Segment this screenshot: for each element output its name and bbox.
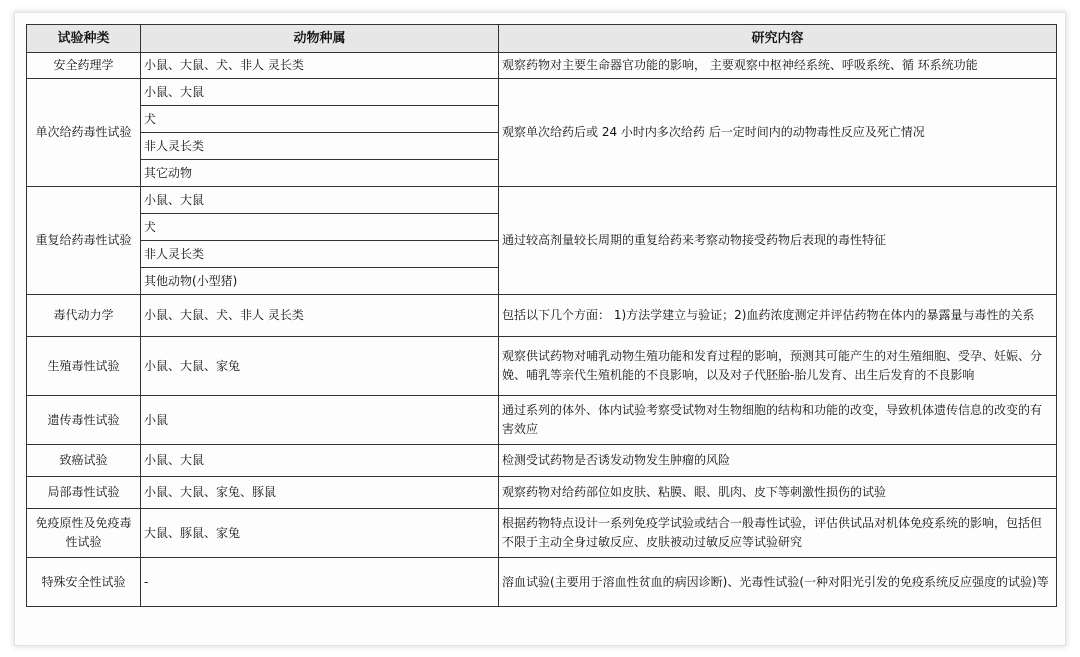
content-cell: 包括以下几个方面： 1)方法学建立与验证；2)血药浓度测定并评估药物在体内的暴露量与毒性的关系 xyxy=(499,295,1057,337)
category-cell: 重复给药毒性试验 xyxy=(27,187,141,295)
table-row xyxy=(27,187,1057,214)
table-row xyxy=(27,477,1057,509)
species-cell: 小鼠、大鼠 xyxy=(141,187,499,214)
table-row xyxy=(27,558,1057,607)
category-cell: 局部毒性试验 xyxy=(27,477,141,509)
table-row xyxy=(27,53,1057,79)
table-row xyxy=(27,396,1057,445)
species-cell: 犬 xyxy=(141,106,499,133)
species-cell: 小鼠、大鼠、犬、非人 灵长类 xyxy=(141,295,499,337)
species-cell: 小鼠、大鼠 xyxy=(141,79,499,106)
category-cell: 生殖毒性试验 xyxy=(27,337,141,396)
species-cell: 非人灵长类 xyxy=(141,133,499,160)
category-cell: 毒代动力学 xyxy=(27,295,141,337)
species-cell: 非人灵长类 xyxy=(141,241,499,268)
species-cell: 犬 xyxy=(141,214,499,241)
table-row xyxy=(27,79,1057,106)
header-species: 动物种属 xyxy=(141,25,499,53)
content-cell: 观察药物对主要生命器官功能的影响， 主要观察中枢神经系统、呼吸系统、循 环系统功能 xyxy=(499,53,1057,79)
table-row xyxy=(27,295,1057,337)
species-cell: 其它动物 xyxy=(141,160,499,187)
content-cell: 根据药物特点设计一系列免疫学试验或结合一般毒性试验，评估供试品对机体免疫系统的影响，包括但不限于主动全身过敏反应、皮肤被动过敏反应等试验研究 xyxy=(499,509,1057,558)
table-row xyxy=(27,445,1057,477)
table-row xyxy=(27,337,1057,396)
species-cell: 小鼠 xyxy=(141,396,499,445)
toxicology-table xyxy=(26,24,1057,607)
header-content: 研究内容 xyxy=(499,25,1057,53)
content-cell: 观察单次给药后或 24 小时内多次给药 后一定时间内的动物毒性反应及死亡情况 xyxy=(499,79,1057,187)
species-cell: 小鼠、大鼠 xyxy=(141,445,499,477)
document-frame xyxy=(14,12,1066,646)
category-cell: 致癌试验 xyxy=(27,445,141,477)
species-cell: 小鼠、大鼠、犬、非人 灵长类 xyxy=(141,53,499,79)
species-cell: 小鼠、大鼠、家兔、豚鼠 xyxy=(141,477,499,509)
table-row xyxy=(27,509,1057,558)
header-row xyxy=(27,25,1057,53)
content-cell: 溶血试验(主要用于溶血性贫血的病因诊断)、光毒性试验(一种对阳光引发的免疫系统反应强度的试验)等 xyxy=(499,558,1057,607)
species-cell: 小鼠、大鼠、家兔 xyxy=(141,337,499,396)
content-cell: 观察供试药物对哺乳动物生殖功能和发育过程的影响，预测其可能产生的对生殖细胞、受孕、妊娠、分娩、哺乳等亲代生殖机能的不良影响，以及对子代胚胎-胎儿发育、出生后发育的不良影响 xyxy=(499,337,1057,396)
species-cell: - xyxy=(141,558,499,607)
category-cell: 免疫原性及免疫毒性试验 xyxy=(27,509,141,558)
species-cell: 大鼠、豚鼠、家兔 xyxy=(141,509,499,558)
content-cell: 通过较高剂量较长周期的重复给药来考察动物接受药物后表现的毒性特征 xyxy=(499,187,1057,295)
species-cell: 其他动物(小型猪) xyxy=(141,268,499,295)
content-cell: 观察药物对给药部位如皮肤、粘膜、眼、肌肉、皮下等刺激性损伤的试验 xyxy=(499,477,1057,509)
category-cell: 安全药理学 xyxy=(27,53,141,79)
category-cell: 遗传毒性试验 xyxy=(27,396,141,445)
category-cell: 单次给药毒性试验 xyxy=(27,79,141,187)
content-cell: 检测受试药物是否诱发动物发生肿瘤的风险 xyxy=(499,445,1057,477)
category-cell: 特殊安全性试验 xyxy=(27,558,141,607)
header-test-type: 试验种类 xyxy=(27,25,141,53)
content-cell: 通过系列的体外、体内试验考察受试物对生物细胞的结构和功能的改变，导致机体遗传信息的改变的有害效应 xyxy=(499,396,1057,445)
